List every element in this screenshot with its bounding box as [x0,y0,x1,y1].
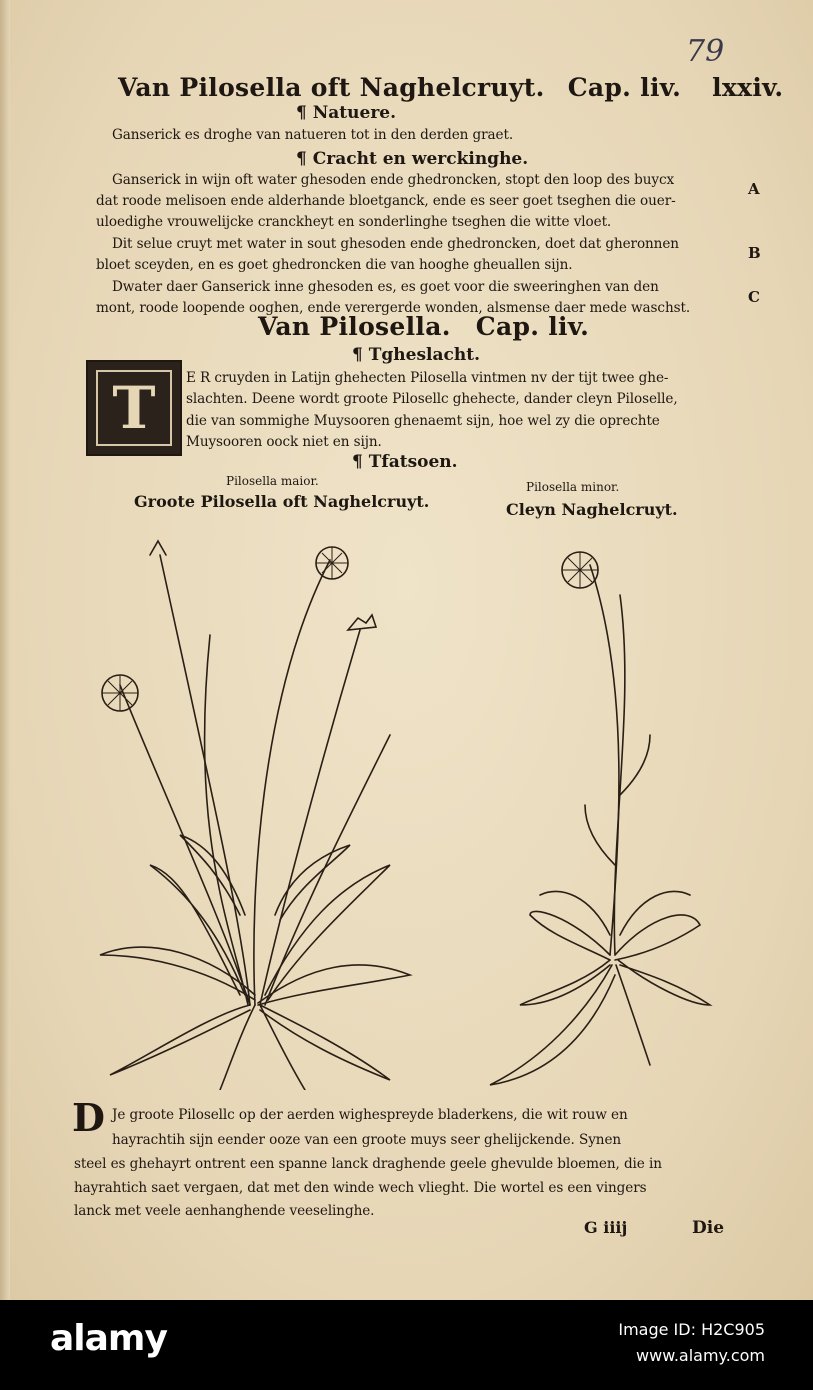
cracht-line-6: Dwater daer Ganserick inne ghesoden es, es goet voor die sweeringhen van den [112,279,659,295]
alamy-url-link[interactable]: www.alamy.com [636,1346,765,1365]
pilcrow-icon: ¶ [352,452,363,472]
figure-left-latin: Pilosella maior. [226,474,319,488]
bottom-line-1: Je groote Pilosellc op der aerden wighespreyde bladerkens, die wit rouw en [112,1107,628,1123]
catchword: Die [692,1218,725,1238]
pilosella-maior-woodcut [90,535,420,1090]
section-heading-fatsoen [352,452,458,472]
pilcrow-icon: ¶ [296,149,307,169]
natuere-line-1: Ganserick es droghe van natueren tot in den derden graet. [112,127,514,143]
section-title: Cracht en werckinghe. [312,149,529,169]
bottom-line-3: steel es ghehayrt ontrent een spanne lanck draghende geele ghevulde bloemen, die in [74,1156,662,1172]
chapter-folio: lxxiv. [712,73,784,102]
cracht-line-1: Ganserick in wijn oft water ghesoden ende ghedroncken, stopt den loop des buycx [112,172,675,188]
page-number: 79 [686,34,725,69]
section-heading-gheslacht [352,345,480,365]
bottom-line-2: hayrachtih sijn eender ooze van een groote muys seer ghelijckende. Synen [112,1132,622,1148]
bottom-line-5: lanck met veele aenhanghende veeselinghe. [74,1203,375,1219]
figure-right-dutch: Cleyn Naghelcruyt. [506,500,678,519]
chapter-cap: Cap. liv. [475,312,590,341]
bottom-line-4: hayrahtich saet vergaen, dat met den winde wech vlieght. Die wortel es een vingers [74,1180,647,1196]
decorated-initial [86,360,182,456]
pilcrow-icon: ¶ [296,103,307,123]
page-spine-shadow [0,0,10,1300]
gheslacht-line-4: Muysooren oock niet en sijn. [186,434,382,450]
gheslacht-line-3: die van sommighe Muysooren ghenaemt sijn, hoe wel zy die oprechte [186,413,660,429]
section-title: Tfatsoen. [368,452,458,472]
cracht-line-7: mont, roode loopende ooghen, ende verergerde wonden, alsmense daer mede waschst. [96,300,691,316]
chapter-cap: Cap. liv. [567,73,682,102]
cracht-line-2: dat roode melisoen ende alderhande bloetganck, ende es seer goet tseghen die ouer- [96,193,676,209]
section-heading-cracht [296,149,528,169]
cracht-line-5: bloet sceyden, en es goet ghedroncken die van hooghe gheuallen sijn. [96,257,573,273]
cracht-line-3: uloedighe vrouwelijcke cranckheyt en sonderlinghe tseghen die witte vloet. [96,214,612,230]
alamy-logo[interactable]: alamy [50,1318,167,1359]
signature-mark: G iiij [584,1218,628,1237]
figure-right-latin: Pilosella minor. [526,480,620,494]
pilosella-minor-woodcut [470,535,720,1090]
pilcrow-icon: ¶ [352,345,363,365]
image-id-label: Image ID: H2C905 [618,1320,765,1339]
chapter-title: Van Pilosella oft Naghelcruyt. [118,73,545,102]
section-heading-natuere [296,103,396,123]
figure-left-dutch: Groote Pilosella oft Naghelcruyt. [134,492,430,511]
margin-letter-b: B [748,244,761,262]
chapter-heading-pilosella [258,312,589,341]
initial-letter: T [96,370,172,446]
margin-letter-a: A [748,180,760,198]
initial-letter-d: D [72,1095,105,1140]
chapter-title: Van Pilosella. [258,312,451,341]
section-title: Tgheslacht. [368,345,480,365]
cracht-line-4: Dit selue cruyt met water in sout ghesoden ende ghedroncken, doet dat gheronnen [112,236,679,252]
gheslacht-line-1: E R cruyden in Latijn ghehecten Pilosella vintmen nv der tijt twee ghe- [186,370,669,386]
chapter-heading-naghelcruyt [118,73,783,102]
section-title: Natuere. [312,103,397,123]
margin-letter-c: C [748,288,760,306]
gheslacht-line-2: slachten. Deene wordt groote Pilosellc ghehecte, dander cleyn Piloselle, [186,391,678,407]
